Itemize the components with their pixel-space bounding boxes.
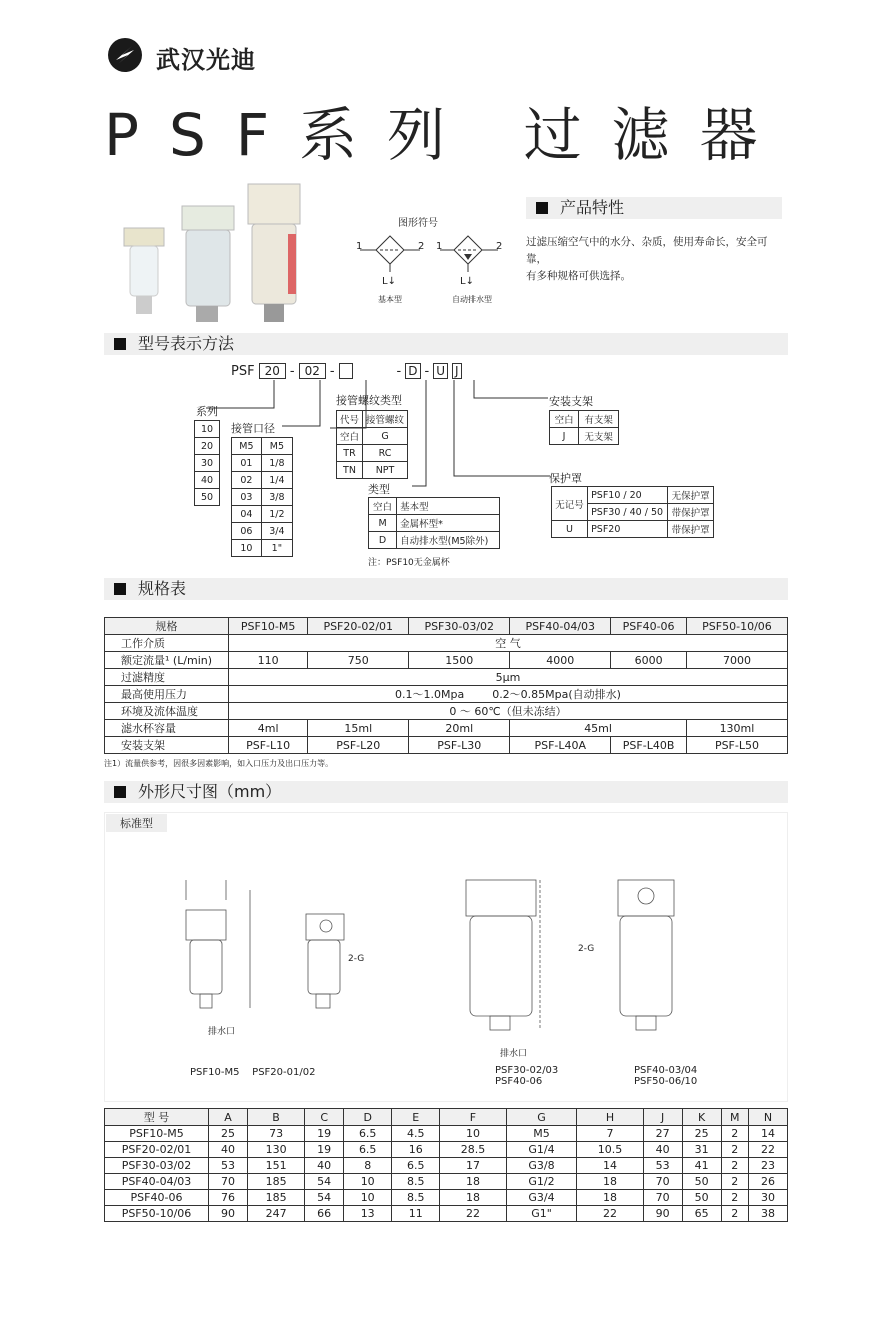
- dimension-drawings: [160, 850, 780, 1050]
- thread-label: 2-G: [348, 954, 365, 964]
- symbol-basic: 基本型: [378, 295, 402, 304]
- thread-title: 接管螺纹类型: [336, 394, 402, 407]
- drain-label-2: 排水口: [500, 1049, 528, 1059]
- symbol-out: 2: [418, 241, 425, 252]
- bracket-title: 安装支架: [549, 395, 593, 408]
- product-photo: [116, 182, 306, 327]
- filter-symbol-icon: [352, 228, 502, 288]
- thread-table: 代号 接管螺纹 空白 G TR RC TN NPT: [336, 410, 408, 479]
- symbol-drain-2: L↓: [460, 276, 474, 287]
- series-table: 10 20 30 40 50: [194, 420, 220, 506]
- thread-label-2: 2-G: [578, 944, 595, 954]
- bracket-table: 空白 有支架 J 无支架: [549, 410, 619, 445]
- features-line-1: 过滤压缩空气中的水分、杂质，使用寿命长，安全可靠，: [526, 236, 768, 265]
- dims-table: 型 号 A B C D E F G H J K M N PSF10-M5 25 73 19 6.5 4.5 10 M5 7 27 25 2 14 PSF20-02/01 40 130 19 6.5 16 28.5 G1/4 10.5 40 31 2 22 PSF30-03/02 53 151 40 8 6.5 17 G3/8 14 53 41 2 23 PSF40-04/03 70 185 54 10 8.5 18 G1/2 18 70 50 2 26 PSF40-06 76 185 54 10 8.5 18 G3/4 18 70 50 2 30 PSF50-10/06 90 247 66 13 11 22 G1" 22 90 65 2 38: [104, 1108, 788, 1222]
- series-title: 系列: [196, 405, 218, 418]
- brand-name: 武汉光迪: [156, 46, 256, 74]
- guard-title: 保护罩: [549, 472, 582, 485]
- table-row: PSF20-02/01 40 130 19 6.5 16 28.5 G1/4 10.5 40 31 2 22: [105, 1142, 788, 1158]
- guard-table: 无记号 PSF10 / 20 无保护罩 PSF30 / 40 / 50 带保护罩 U PSF20 带保护罩: [551, 486, 714, 538]
- symbol-in: 1: [356, 241, 363, 252]
- caption-2: PSF30-02/03 PSF40-06: [495, 1065, 559, 1087]
- model-heading: 型号表示方法: [104, 333, 788, 355]
- table-row: PSF10-M5 25 73 19 6.5 4.5 10 M5 7 27 25 2 14: [105, 1126, 788, 1142]
- type-title: 类型: [368, 483, 390, 496]
- symbol-out-2: 2: [496, 241, 503, 252]
- symbol-drain: L↓: [382, 276, 396, 287]
- symbol-in-2: 1: [436, 241, 443, 252]
- table-row: PSF40-06 76 185 54 10 8.5 18 G3/4 18 70 50 2 30: [105, 1190, 788, 1206]
- drain-label: 排水口: [208, 1027, 236, 1037]
- caption-1: PSF10-M5 PSF20-01/02: [190, 1067, 316, 1078]
- port-table: M5 M5 01 1/8 02 1/4 03 3/8 04 1/2 06 3/4 10 1": [231, 437, 293, 557]
- spec-heading: 规格表: [104, 578, 788, 600]
- table-row: PSF40-04/03 70 185 54 10 8.5 18 G1/2 18 70 50 2 26: [105, 1174, 788, 1190]
- table-row: PSF50-10/06 90 247 66 13 11 22 G1" 22 90 65 2 38: [105, 1206, 788, 1222]
- spec-table: 规格 PSF10-M5 PSF20-02/01 PSF30-03/02 PSF40-04/03 PSF40-06 PSF50-10/06 工作介质 空 气 额定流量¹ (L/min) 110 750 1500 4000 6000 7000 过滤精度 5μm 最高使用压力 0.1～1.0Mpa 0.2～0.85Mpa(自动排水) 环境及流体温度 0 ～ 60℃（但未冻结） 滤水杯容量 4ml 15ml 20ml 45ml 130ml 安装支架 PSF-L10 PSF-L20 PSF-L30 PSF-L40A PSF-L40B PSF-L50: [104, 617, 788, 754]
- dims-tag: 标准型: [106, 814, 167, 832]
- type-table: 空白 基本型 M 金属杯型* D 自动排水型(M5除外): [368, 497, 500, 549]
- dims-heading: 外形尺寸图（mm）: [104, 781, 788, 803]
- logo-icon: [108, 38, 142, 72]
- features-heading: 产品特性: [526, 197, 782, 219]
- features-line-2: 有多种规格可供选择。: [526, 270, 631, 282]
- port-title: 接管口径: [231, 422, 275, 435]
- caption-3: PSF40-03/04 PSF50-06/10: [634, 1065, 698, 1087]
- type-note: 注：PSF10无金属杯: [368, 558, 450, 568]
- model-code: PSF 20 - 02 - - D - U J: [231, 363, 462, 379]
- table-row: PSF30-03/02 53 151 40 8 6.5 17 G3/8 14 53 41 2 23: [105, 1158, 788, 1174]
- symbol-title: 图形符号: [398, 218, 438, 229]
- symbol-auto: 自动排水型: [452, 295, 492, 304]
- page-title: PSF系列 过滤器: [104, 101, 788, 169]
- spec-note: 注1）流量供参考，因很多因素影响，如入口压力及出口压力等。: [104, 759, 334, 768]
